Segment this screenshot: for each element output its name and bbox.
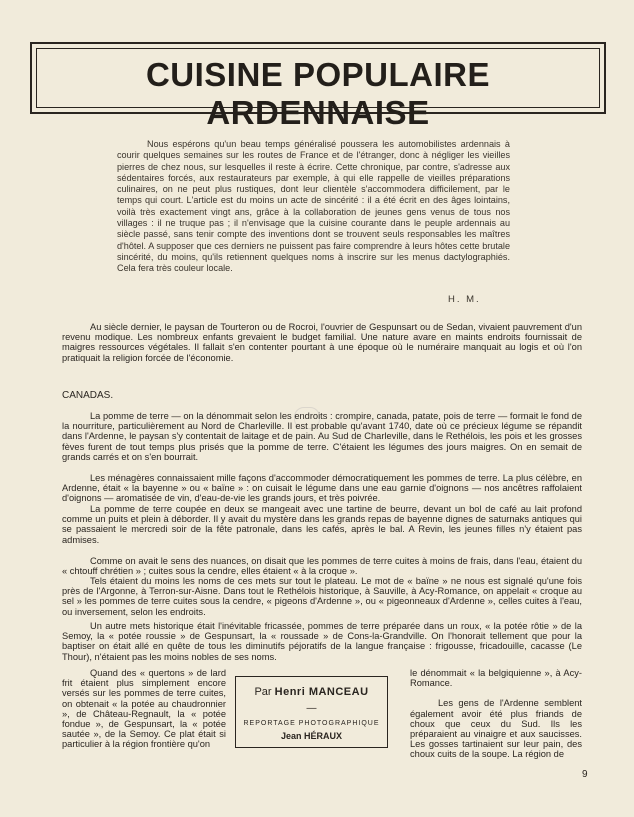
right-column-paragraph: le dénommait « la belgiquienne », à Acy-Romance. [410, 668, 582, 689]
section-heading: CANADAS. [62, 390, 114, 401]
intro-paragraph: Nous espérons qu'un beau temps généralisé poussera les automobilistes ardennais à courir quelques semaines sur les routes de France et de l'étranger, donc à négliger les vieilles pierres de chez nous, sur lesquelles il reste à écrire. Cette chronique, par contre, s'adresse aux sédentaires forcés, aux restaurateurs par exemple, à qui elle rappelle de vieilles préparations culinaires, on ne peut plus rustiques, dont leur clientèle s'accommodera difficilement, par le temps qui court. L'article est du moins un acte de sincérité : il a été écrit en des âges lointains, voilà très exactement vingt ans, grâce à la collaboration de jeunes gens venus de tous nos villages : il ne truque pas ; il n'envisage que la cuisine courante dans le peuple ardennais au siècle passé, sans tenir compte des inventions dont se trouvent seuls responsables les maîtres d'hôtel. A supposer que ces derniers ne puissent pas faire comprendre à leurs hôtes cette brutale sincérité, du moins, qu'ils retiennent quelques noms à inscrire sur les menus dactylographiés. Cela fera très couleur locale. [117, 139, 510, 274]
body-paragraph: Tels étaient du moins les noms de ces mets sur tout le plateau. Le mot de « baïne » ne nous est signalé qu'une fois près de l'Argonne, à Terron-sur-Aisne. Dans tout le Rethélois historique, à Sauville, à Acy-Romance, on appelait « croque au sel » les pommes de terre cuites sous la cendre, « pigeons d'Ardenne », ou « pigeonneaux d'Ardenne », celles cuites à l'eau, ou inversement, selon les endroits. [62, 576, 582, 617]
credit-box [235, 676, 388, 748]
credit-photographer: Jean HÉRAUX [280, 731, 343, 741]
lead-paragraph: Au siècle dernier, le paysan de Tourteron ou de Rocroi, l'ouvrier de Gespunsart ou de Sedan, vivaient pauvrement d'un revenu modique. Les nombreux enfants grevaient le budget familial. Une nature avare en maints endroits fournissait de maigres ressources végétales. Il fallait s'en contenter pourtant à une époque où le numéraire manquait au logis et où l'on pratiquait la religion forcée de l'économie. [62, 322, 582, 363]
page-title: CUISINE POPULAIRE ARDENNAISE [145, 56, 491, 131]
body-paragraph: Un autre mets historique était l'inévitable fricassée, pommes de terre préparée dans un roux, « la potée rôtie » de la Semoy, la « potée roussie » de Gespunsart, la « roussade » de Cons-la-Grandville. On l'honorait tellement que pour la baptiser on était allé en quête de tous les diminutifs péjoratifs de la langue française : frigousse, fricadouille, cacasse (Le Thour), n'étaient pas les moins nobles de ses noms. [62, 621, 582, 662]
body-paragraph: Comme on avait le sens des nuances, on disait que les pommes de terre cuites à moins de frais, dans l'eau, étaient du « chtouff chrétien » ; cuites sous la cendre, elles étaient « à la croque ». [62, 556, 582, 577]
credit-author: Henri MANCEAU [274, 686, 369, 698]
credit-by-prefix: Par [254, 686, 272, 698]
page-number: 9 [582, 769, 588, 780]
body-paragraph: La pomme de terre — on la dénommait selon les endroits : crompire, canada, patate, pois de terre — formait le fond de la nourriture, particulièrement au Nord de Charleville. Il est probable qu'avant 1740, date où ce précieux légume se répandit dans l'Ardenne, le paysan s'y contentait de laitage et de pain. Au Sud de Charleville, dans le Rethélois, les pois et les grosses fèves furent de tout temps plus prisés que la pomme de terre. C'étaient les légumes des jours maigres. On en semait de grands carrés et on s'en bourrait. [62, 411, 582, 462]
right-column-paragraph: Les gens de l'Ardenne semblent également avoir été plus friands de choux que ceux du Sud. Ils les préparaient au vinaigre et aux saucisses. Les gosses tartinaient sur leur pain, des choux cuits de la soupe. La région de [410, 698, 582, 760]
credit-author-line [236, 686, 387, 698]
credit-role: REPORTAGE PHOTOGRAPHIQUE [243, 720, 380, 727]
left-column-paragraph: Quand des « quertons » de lard frit étaient plus simplement encore versés sur les pommes de terre cuites, on obtenait « la potée au chaudronnier », de Château-Regnault, la « potée fondue », de Gespunsart, la « potée sautée », de la Semoy. Ce plat était si particulier à la région frontière qu'on [62, 668, 226, 750]
body-paragraph: Les ménagères connaissaient mille façons d'accommoder démocratiquement les pommes de terre. La plus célèbre, en Ardenne, était « la bayenne » ou « baïne » : on cuisait le légume dans une eau garnie d'oignons — nos ancêtres raffolaient d'oignons — aromatisée de vin, d'eau-de-vie les grands jours, et très poivrée. [62, 473, 582, 504]
title-frame [30, 42, 606, 131]
intro-signature: H. M. [448, 294, 481, 305]
right-column [410, 668, 582, 760]
body-paragraph: La pomme de terre coupée en deux se mangeait avec une tartine de beurre, devant un bol de café au lait profond comme un puits et plein à déborder. Il y avait du mystère dans les grands repas de bayenne dignes de saturnaks antiques qui se passaient le mercredi soir de la fête patronale, dans les cafés, après le bal. A Revin, les jeunes filles n'y étaient pas admises. [62, 504, 582, 545]
credit-separator: — [306, 703, 317, 714]
